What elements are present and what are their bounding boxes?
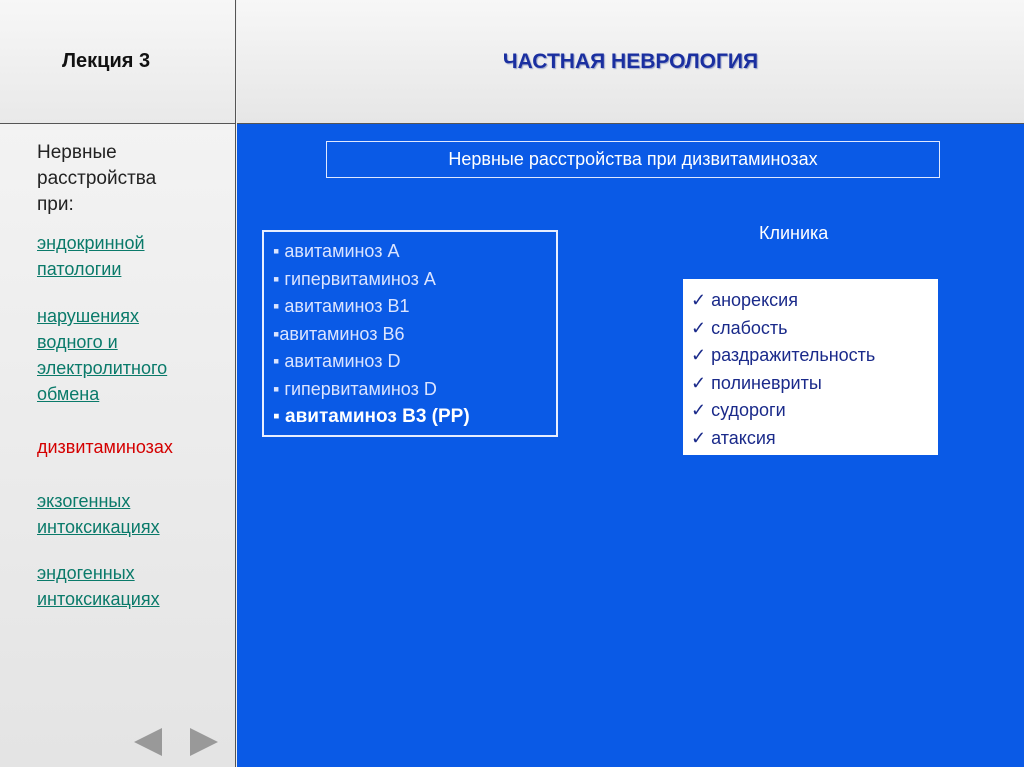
sidebar-link-dysvitaminosis[interactable] [37, 434, 173, 460]
sidebar-heading-line: при: [37, 194, 74, 215]
clinic-item: ✓ атаксия [691, 427, 776, 448]
content-panel [237, 124, 1024, 767]
sidebar-heading-line: расстройства [37, 168, 157, 189]
title-header [237, 0, 1024, 124]
sidebar-heading-line: Нервные [37, 142, 117, 163]
sidebar-link-line: обмена [37, 384, 100, 404]
sidebar-link-line: патологии [37, 259, 122, 279]
sidebar-link-endogenous[interactable] [37, 560, 160, 612]
page-title: ЧАСТНАЯ НЕВРОЛОГИЯ [502, 50, 759, 73]
clinic-item: ✓ слабость [691, 317, 788, 338]
list-item: ▪ авитаминоз В1 [273, 296, 410, 316]
clinic-item: ✓ полиневриты [691, 372, 822, 393]
clinic-list [683, 279, 938, 455]
sidebar-link-line: эндокринной [37, 233, 145, 253]
sidebar-link-line: интоксикациях [37, 589, 160, 609]
list-item: ▪авитаминоз В6 [273, 323, 405, 344]
sidebar-heading [37, 140, 156, 218]
clinic-item: ✓ анорексия [691, 290, 798, 310]
sidebar-link-water-electrolyte[interactable] [37, 303, 167, 407]
section-subtitle: Нервные расстройства при дизвитаминозах [326, 141, 940, 178]
clinic-label: Клиника [759, 223, 829, 243]
sidebar [0, 124, 236, 767]
sidebar-link-line: экзогенных [37, 491, 131, 511]
list-item: ▪ авитаминоз D [273, 351, 401, 371]
sidebar-link-endocrine[interactable] [37, 230, 145, 282]
list-item: ▪ авитаминоз А [273, 241, 400, 261]
clinic-item: ✓ судороги [691, 400, 786, 420]
sidebar-link-line: электролитного [37, 358, 168, 378]
arrow-right-icon[interactable] [190, 728, 218, 756]
list-item: ▪ гипервитаминоз D [273, 378, 437, 399]
list-item-highlight: ▪ авитаминоз В3 (РР) [273, 406, 470, 427]
lecture-title: Лекция 3 [62, 50, 151, 72]
sidebar-link-line: интоксикациях [37, 517, 160, 537]
sidebar-link-line: нарушениях [37, 306, 139, 326]
sidebar-link-line: водного и [37, 332, 118, 352]
clinic-item: ✓ раздражительность [691, 345, 876, 365]
list-item: ▪ гипервитаминоз А [273, 268, 436, 289]
lecture-header [0, 0, 236, 124]
vitamin-list [262, 230, 558, 437]
sidebar-link-exogenous[interactable] [37, 488, 160, 540]
sidebar-link-line: эндогенных [37, 563, 135, 583]
arrow-left-icon[interactable] [134, 728, 162, 756]
sidebar-link-line: дизвитаминозах [37, 437, 173, 457]
